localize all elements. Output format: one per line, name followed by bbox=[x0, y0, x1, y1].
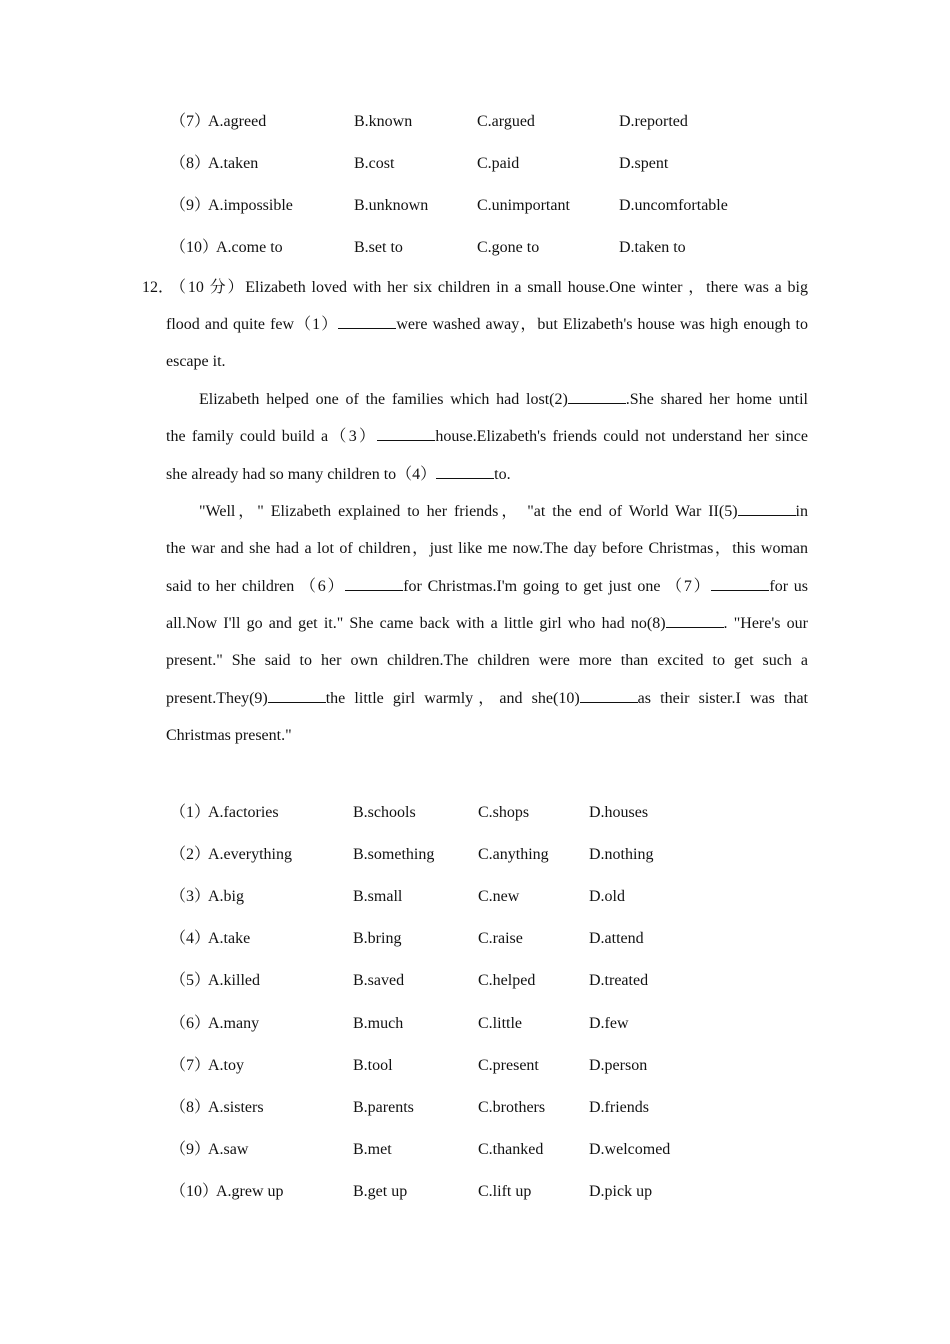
option-row bbox=[0, 969, 950, 993]
option-c: C.gone to bbox=[477, 239, 540, 256]
option-row bbox=[0, 1180, 950, 1204]
option-a: A.everything bbox=[208, 846, 292, 863]
passage-line: Elizabeth helped one of the families which had lost(2) .She shared her home until bbox=[199, 388, 808, 412]
option-c: C.unimportant bbox=[477, 197, 570, 214]
option-d: D.pick up bbox=[589, 1183, 653, 1200]
answer-blank-6[interactable] bbox=[345, 575, 403, 591]
option-c: C.anything bbox=[478, 846, 549, 863]
option-c: C.lift up bbox=[478, 1183, 532, 1200]
option-d: D.old bbox=[589, 888, 625, 905]
answer-blank-5[interactable] bbox=[738, 500, 796, 516]
option-c: C.helped bbox=[478, 972, 536, 989]
option-b: B.small bbox=[353, 888, 403, 905]
option-b: B.tool bbox=[353, 1057, 393, 1074]
option-c: C.little bbox=[478, 1015, 522, 1032]
option-row bbox=[0, 1096, 950, 1120]
option-a: A.saw bbox=[208, 1141, 249, 1158]
option-b: B.get up bbox=[353, 1183, 408, 1200]
option-number: （10） bbox=[170, 239, 219, 256]
option-row bbox=[0, 843, 950, 867]
answer-blank-3[interactable] bbox=[377, 425, 435, 441]
option-row bbox=[0, 1054, 950, 1078]
option-row bbox=[0, 152, 950, 176]
option-b: B.parents bbox=[353, 1099, 414, 1116]
option-number: （9） bbox=[170, 1141, 211, 1158]
option-a: A.grew up bbox=[216, 1183, 284, 1200]
option-a: A.many bbox=[208, 1015, 260, 1032]
passage-line: said to her children （6） for Christmas.I'm going to get just one （7） for us bbox=[166, 575, 808, 599]
passage-line: escape it. bbox=[166, 353, 226, 370]
option-row bbox=[0, 885, 950, 909]
option-number: （10） bbox=[170, 1183, 219, 1200]
question-number: 12． bbox=[142, 279, 175, 296]
option-number: （1） bbox=[170, 804, 211, 821]
option-number: （9） bbox=[170, 197, 211, 214]
option-row bbox=[0, 1138, 950, 1162]
option-d: D.reported bbox=[619, 113, 688, 130]
answer-blank-8[interactable] bbox=[666, 612, 724, 628]
option-number: （4） bbox=[170, 930, 211, 947]
option-b: B.set to bbox=[354, 239, 403, 256]
option-number: （8） bbox=[170, 155, 211, 172]
passage-line: （10 分）Elizabeth loved with her six children in a small house.One winter ，there was a big bbox=[170, 279, 808, 296]
answer-blank-10[interactable] bbox=[580, 687, 638, 703]
option-row bbox=[0, 110, 950, 134]
option-b: B.something bbox=[353, 846, 435, 863]
option-d: D.welcomed bbox=[589, 1141, 671, 1158]
option-b: B.schools bbox=[353, 804, 416, 821]
option-c: C.new bbox=[478, 888, 520, 905]
passage-line: the family could build a（3） house.Elizabeth's friends could not understand her since bbox=[166, 425, 808, 449]
option-c: C.argued bbox=[477, 113, 535, 130]
option-b: B.saved bbox=[353, 972, 405, 989]
answer-blank-9[interactable] bbox=[268, 687, 326, 703]
option-a: A.taken bbox=[208, 155, 259, 172]
option-d: D.spent bbox=[619, 155, 669, 172]
passage-line: "Well，" Elizabeth explained to her friends， "at the end of World War II(5) in bbox=[199, 500, 808, 524]
passage-line: she already had so many children to（4） to. bbox=[166, 463, 808, 487]
option-b: B.met bbox=[353, 1141, 392, 1158]
option-d: D.treated bbox=[589, 972, 649, 989]
option-row bbox=[0, 194, 950, 218]
answer-blank-4[interactable] bbox=[436, 463, 494, 479]
option-c: C.paid bbox=[477, 155, 520, 172]
passage-line: Christmas present." bbox=[166, 727, 292, 744]
option-a: A.big bbox=[208, 888, 244, 905]
option-b: B.known bbox=[354, 113, 413, 130]
option-a: A.factories bbox=[208, 804, 279, 821]
option-d: D.nothing bbox=[589, 846, 654, 863]
option-a: A.sisters bbox=[208, 1099, 264, 1116]
option-d: D.person bbox=[589, 1057, 648, 1074]
option-d: D.few bbox=[589, 1015, 629, 1032]
answer-blank-7[interactable] bbox=[711, 575, 769, 591]
option-row bbox=[0, 801, 950, 825]
option-d: D.houses bbox=[589, 804, 649, 821]
option-row bbox=[0, 1012, 950, 1036]
option-c: C.raise bbox=[478, 930, 523, 947]
option-a: A.take bbox=[208, 930, 251, 947]
option-number: （7） bbox=[170, 113, 211, 130]
option-c: C.thanked bbox=[478, 1141, 544, 1158]
option-number: （3） bbox=[170, 888, 211, 905]
passage-line: the war and she had a lot of children，just like me now.The day before Christmas，this woman bbox=[166, 540, 808, 557]
option-a: A.impossible bbox=[208, 197, 293, 214]
option-number: （6） bbox=[170, 1015, 211, 1032]
option-b: B.much bbox=[353, 1015, 404, 1032]
answer-blank-2[interactable] bbox=[568, 388, 626, 404]
option-row bbox=[0, 927, 950, 951]
passage-line: all.Now I'll go and get it." She came back with a little girl who had no(8) . "Here's our bbox=[166, 612, 808, 636]
passage-line: flood and quite few（1） were washed away，but Elizabeth's house was high enough to bbox=[166, 313, 808, 337]
option-d: D.attend bbox=[589, 930, 644, 947]
option-c: C.present bbox=[478, 1057, 539, 1074]
option-a: A.killed bbox=[208, 972, 260, 989]
option-a: A.come to bbox=[216, 239, 283, 256]
passage-line: present." She said to her own children.The children were more than excited to get such a bbox=[166, 652, 808, 669]
option-c: C.shops bbox=[478, 804, 530, 821]
option-d: D.taken to bbox=[619, 239, 686, 256]
option-d: D.uncomfortable bbox=[619, 197, 728, 214]
option-b: B.bring bbox=[353, 930, 402, 947]
option-a: A.toy bbox=[208, 1057, 244, 1074]
option-number: （5） bbox=[170, 972, 211, 989]
option-c: C.brothers bbox=[478, 1099, 546, 1116]
answer-blank-1[interactable] bbox=[338, 313, 396, 329]
option-b: B.unknown bbox=[354, 197, 429, 214]
option-row bbox=[0, 236, 950, 260]
option-number: （7） bbox=[170, 1057, 211, 1074]
passage-line: present.They(9) the little girl warmly，and she(10) as their sister.I was that bbox=[166, 687, 808, 711]
option-number: （8） bbox=[170, 1099, 211, 1116]
option-b: B.cost bbox=[354, 155, 395, 172]
option-a: A.agreed bbox=[208, 113, 267, 130]
option-number: （2） bbox=[170, 846, 211, 863]
option-d: D.friends bbox=[589, 1099, 649, 1116]
